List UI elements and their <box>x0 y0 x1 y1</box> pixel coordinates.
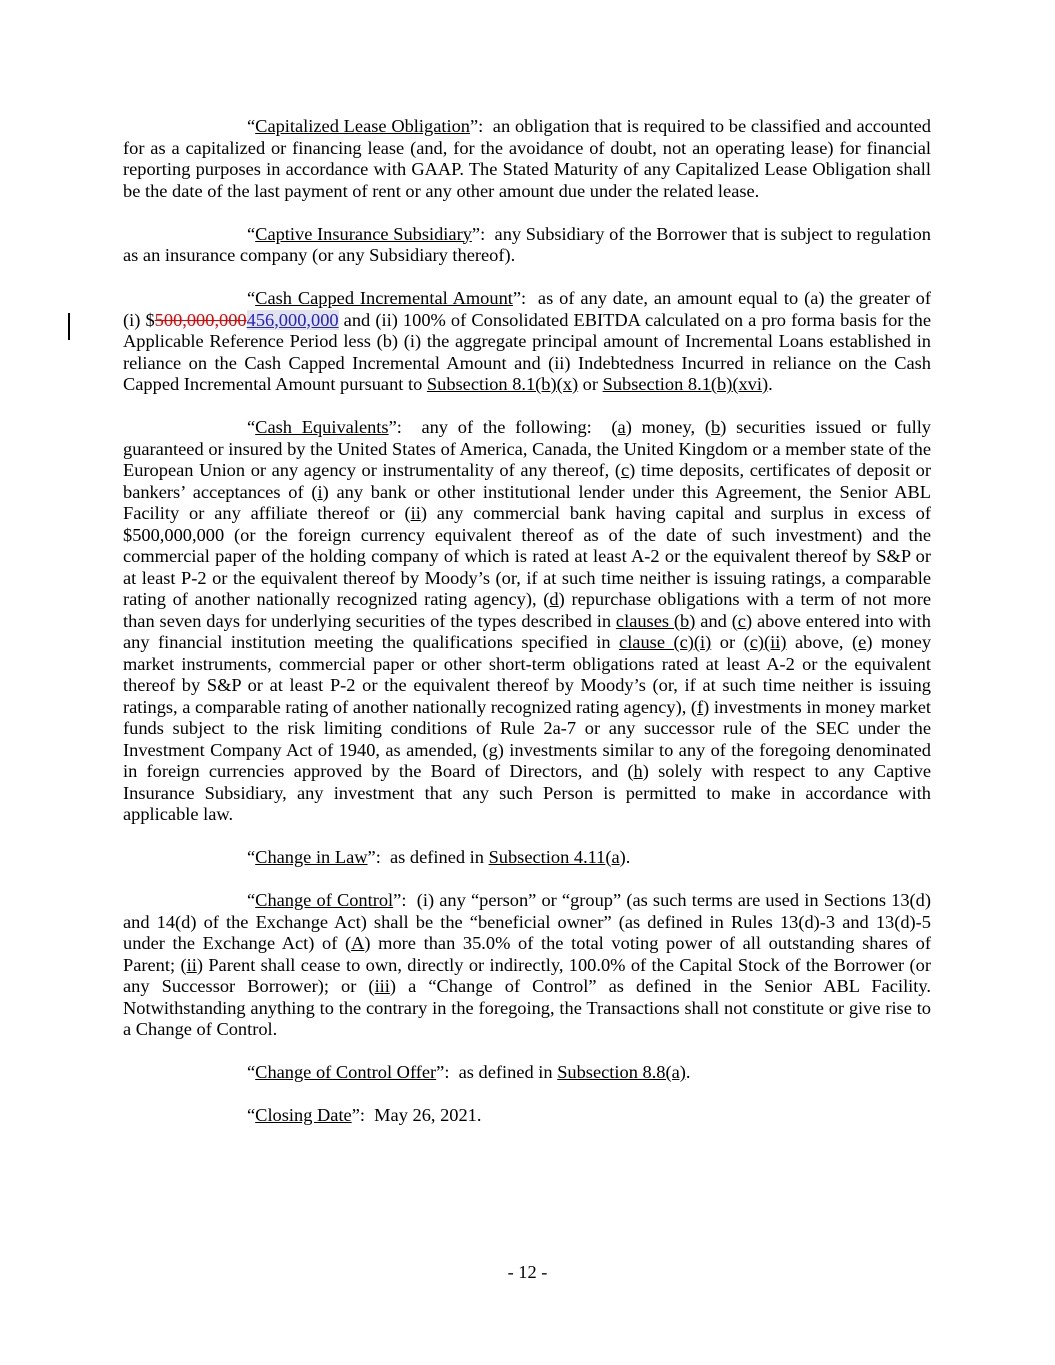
text-run: iii <box>374 976 390 996</box>
text-run: “ <box>247 1062 256 1082</box>
text-run: ii <box>186 954 197 975</box>
text-run: b <box>711 417 721 437</box>
defined-term: Closing Date <box>255 1105 352 1125</box>
text-run: ii <box>410 503 421 523</box>
text-run: ) a “Change of Control” as defined in the Senior ABL Facility. Notwithstanding anything to the contrary in the foregoing, the Transactions shall not constitute or give rise to a Change of Control. <box>123 976 931 1039</box>
definition-cash-capped-incremental-amount <box>123 288 931 396</box>
text-run: ) more than 35.0% of the total voting power of all outstanding shares of Parent; ( <box>123 933 931 975</box>
cross-reference: Subsection 8.1(b)(xvi) <box>602 374 769 394</box>
revision-change-bar <box>68 313 70 340</box>
text-run: “ <box>247 417 256 437</box>
text-run: ”: as defined in <box>367 847 489 867</box>
text-run: ”: an obligation that is required to be classified and accounted for as a capitalized or financing lease (and, for the avoidance of doubt, not an operating lease) for financial reporting purposes in accordance with GAAP. The Stated Maturity of any Capitalized Lease Obligation shall be the date of the last payment of rent or any other amount due under the related lease. <box>123 116 931 201</box>
text-run: ”: as of any date, an amount equal to (a) the greater of (i) $ <box>123 288 931 330</box>
text-run: ) solely with respect to any Captive Insurance Subsidiary, any investment that any such Person is permitted to make in accordance with applicable law. <box>123 761 931 824</box>
text-run: “ <box>247 116 256 136</box>
text-run: and <box>695 610 732 631</box>
text-run: ) securities issued or fully guaranteed or insured by the United States of America, Canada, the United Kingdom or a member state of the European Union or any agency or instrumentality of any thereof, ( <box>123 417 931 480</box>
text-run: “ <box>247 1105 256 1125</box>
defined-term: Cash Capped Incremental Amount <box>255 288 513 308</box>
defined-term: Change of Control Offer <box>255 1062 437 1082</box>
cross-reference: Subsection 8.8(a) <box>557 1062 686 1082</box>
inserted-amount: 456,000,000 <box>246 309 339 330</box>
text-run: “ <box>247 890 256 910</box>
text-run: . <box>768 374 773 394</box>
defined-term: Change of Control <box>255 890 394 910</box>
text-run: and (ii) 100% of Consolidated EBITDA calculated on a pro forma basis for the Applicable Reference Period less (b) (i) the aggregate principal amount of Incremental Loans established in reliance on the Cash Capped Incremental Amount and (ii) Indebtedness Incurred in reliance on the Cash Capped Incremental Amount pursuant to <box>123 309 931 394</box>
definition-change-in-law <box>123 847 931 869</box>
text-run: above, ( <box>786 632 859 652</box>
text-run: or <box>711 632 744 652</box>
text-run: ) repurchase obligations with a term of not more than seven days for underlying securities of the types described in <box>123 589 931 631</box>
text-run: ) any bank or other institutional lender under this Agreement, the Senior ABL Facility or any affiliate thereof or ( <box>123 481 932 523</box>
document-body <box>123 116 931 1148</box>
text-run: c <box>620 460 630 480</box>
text-run: ) investments in money market funds subject to the risk limiting conditions of Rule 2a-7 or any successor rule of the SEC under the Investment Company Act of 1940, as amended, ( <box>123 696 931 760</box>
defined-term: Captive Insurance Subsidiary <box>255 223 472 244</box>
defined-term: Change in Law <box>255 847 368 867</box>
text-run: ) Parent shall cease to own, directly or indirectly, 100.0% of the Capital Stock of the Borrower (or any Successor Borrower); or ( <box>123 954 931 996</box>
page-number: - 12 - <box>507 1262 548 1282</box>
text-run: ) any commercial bank having capital and surplus in excess of $500,000,000 (or the foreign currency equivalent thereof as of the date of such investment) and the commercial paper of the holding company of which is rated at least A-2 or the equivalent thereof by S&P or at least P-2 or the equivalent thereof by Moody’s (or, if at such time neither is issuing ratings, a comparable rating of another nationally recognized rating agency), ( <box>123 503 931 609</box>
definition-change-of-control-offer <box>123 1062 931 1084</box>
text-run: ). <box>619 847 631 867</box>
definition-cash-equivalents <box>123 417 931 826</box>
cross-reference: Subsection 8.1(b)(x) <box>426 374 579 394</box>
text-run: above entered into with any financial institution meeting the qualifications specified in <box>123 610 931 652</box>
definition-capitalized-lease-obligation <box>123 116 931 202</box>
cross-reference: clauses (b) <box>615 610 696 631</box>
text-run: a <box>611 847 620 867</box>
text-run: ”: as defined in <box>436 1062 558 1082</box>
definition-change-of-control <box>123 890 931 1041</box>
definition-closing-date <box>123 1105 931 1127</box>
text-run: ”: May 26, 2021. <box>351 1105 482 1125</box>
text-run: ”: (i) any “person” or “group” (as such terms are used in Sections 13(d) and 14(d) of the Exchange Act) shall be the “beneficial owner” (as defined in Rules 13(d)-3 and 13(d)-5 under the Exchange Act) of ( <box>123 890 931 953</box>
cross-reference: (c) <box>731 610 753 631</box>
defined-term: Cash Equivalents <box>255 417 389 437</box>
text-run: ( <box>605 847 612 867</box>
text-run: ) money, ( <box>625 417 711 437</box>
text-run: ) investments similar to any of the foregoing denominated in foreign currencies approved by the Board of Directors, and ( <box>123 739 931 781</box>
text-run: ”: any Subsidiary of the Borrower that is subject to regulation as an insurance company (or any Subsidiary thereof). <box>123 223 931 265</box>
text-run: “ <box>247 288 256 308</box>
defined-term: Capitalized Lease Obligation <box>255 116 470 136</box>
text-run: h <box>633 761 643 781</box>
text-run: d <box>549 589 559 609</box>
text-run: e <box>858 632 867 652</box>
cross-reference: (c)(ii) <box>743 632 787 652</box>
cross-reference: clause (c)(i) <box>619 632 712 652</box>
text-run: A <box>351 933 365 953</box>
text-run: ) time deposits, certificates of deposit or bankers’ acceptances of ( <box>123 460 931 502</box>
text-run: f <box>697 696 704 717</box>
cross-reference: Subsection 4.11 <box>488 847 606 867</box>
text-run: “ <box>247 223 256 244</box>
text-run: “ <box>247 847 256 867</box>
text-run: or <box>578 374 603 394</box>
definition-captive-insurance-subsidiary <box>123 224 931 267</box>
text-run: . <box>685 1062 691 1082</box>
text-run: a <box>617 417 626 437</box>
text-run: ) money market instruments, commercial paper or other short-term obligations rated at least A-2 or the equivalent thereof by S&P or at least P-2 or the equivalent thereof by Moody’s (or, if at such time neither is issuing ratings, a comparable rating of another nationally recognized rating agency), ( <box>123 632 932 717</box>
deleted-amount: 500,000,000 <box>154 309 247 330</box>
text-run: ”: any of the following: ( <box>388 417 618 437</box>
text-run: g <box>488 739 498 760</box>
text-run: i <box>317 481 323 502</box>
